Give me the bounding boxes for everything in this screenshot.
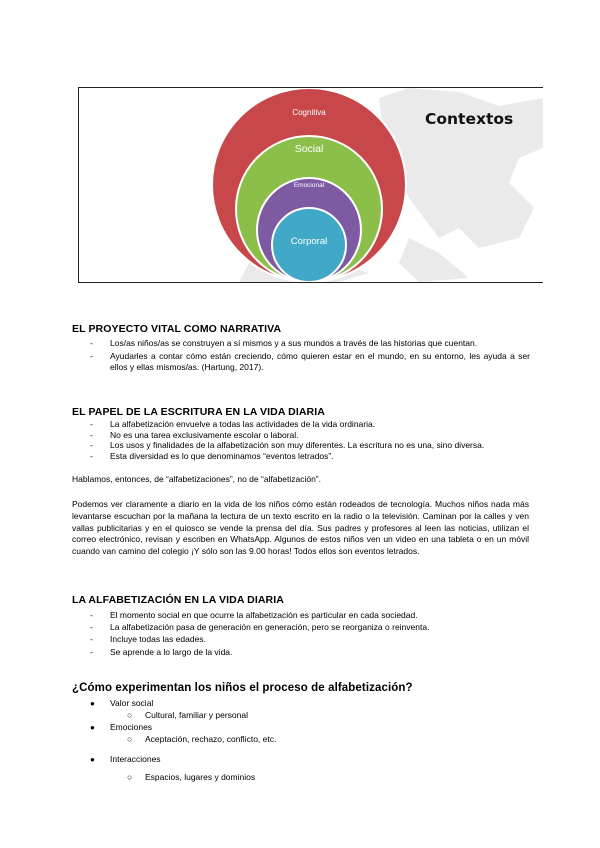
- list-item: - El momento social en que ocurre la alfabetización es particular en cada sociedad.: [90, 610, 418, 620]
- list-experiencia: [90, 698, 530, 784]
- ring-label-corporal: Corporal: [290, 236, 328, 247]
- list-item-valor-social: ● Valor social: [90, 698, 154, 708]
- list-proyecto-vital: [90, 338, 530, 374]
- heading-alfabetizacion-vida-diaria: LA ALFABETIZACIÓN EN LA VIDA DIARIA: [72, 594, 284, 606]
- paragraph-eventos-letrados: Podemos ver claramente a diario en la vida de los niños cómo están rodeados de tecnología. Muchos niños nada más levantarse escuchan por la mañana la lectura de un texto escrito en la radio o la televisión. Caminan por la calles y ven vallas publicitarias y en el quiosco se vende la prensa del día. Sus padres y profesores al leen las noticias, utilizan el correo electrónico, revisan y escriben en WhatsApp. Algunos de estos niños ven un video en una tableta o en un móvil cuando van camino del colegio ¡Y sólo son las 9.00 horas! Todos ellos son eventos letrados.: [72, 499, 529, 557]
- list-item: - Los usos y finalidades de la alfabetización son muy diferentes. La escritura no es una, sino diversa.: [90, 440, 485, 450]
- contextos-diagram: [78, 87, 543, 283]
- list-subitem: ○ Cultural, familiar y personal: [127, 710, 248, 720]
- list-item-interacciones: ● Interacciones: [90, 754, 161, 764]
- list-papel-escritura: [90, 419, 530, 461]
- list-subitem: ○ Aceptación, rechazo, conflicto, etc.: [127, 734, 277, 744]
- list-subitem: ○ Espacios, lugares y dominios: [127, 772, 256, 782]
- ring-label-cognitiva: Cognitiva: [292, 108, 326, 117]
- heading-proyecto-vital: EL PROYECTO VITAL COMO NARRATIVA: [72, 323, 282, 335]
- list-item: - Esta diversidad es lo que denominamos “eventos letrados”.: [90, 450, 334, 461]
- list-item: - Ayudarles a contar cómo están creciendo, cómo quieren estar en el mundo, en su entorno, les ayuda a ser ellos y ellas mismos/as. (Hartung, 2017).: [90, 350, 530, 372]
- list-item: - Se aprende a lo largo de la vida.: [90, 646, 233, 657]
- list-alfabetizacion-vida-diaria: [90, 609, 530, 658]
- list-item: - Los/as niños/as se construyen a sí mismos y a sus mundos a través de las historias que cuentan.: [90, 338, 478, 348]
- heading-papel-escritura: EL PAPEL DE LA ESCRITURA EN LA VIDA DIARIA: [72, 406, 325, 418]
- heading-experiencia-alfabetizacion: ¿Cómo experimentan los niños el proceso de alfabetización?: [72, 682, 413, 694]
- list-item: - No es una tarea exclusivamente escolar o laboral.: [90, 429, 299, 440]
- list-item: - Incluye todas las edades.: [90, 634, 206, 645]
- ring-label-emocional: Emocional: [293, 182, 325, 189]
- ring-label-social: Social: [294, 143, 324, 155]
- list-item: - La alfabetización envuelve a todas las actividades de la vida ordinaria.: [90, 419, 376, 429]
- list-item: - La alfabetización pasa de generación en generación, pero se reorganiza o reinventa.: [90, 622, 430, 633]
- list-item-emociones: ● Emociones: [90, 722, 153, 732]
- diagram-title: Contextos: [425, 110, 514, 128]
- note-alfabetizaciones: Hablamos, entonces, de “alfabetizaciones”, no de “alfabetización”.: [72, 474, 322, 484]
